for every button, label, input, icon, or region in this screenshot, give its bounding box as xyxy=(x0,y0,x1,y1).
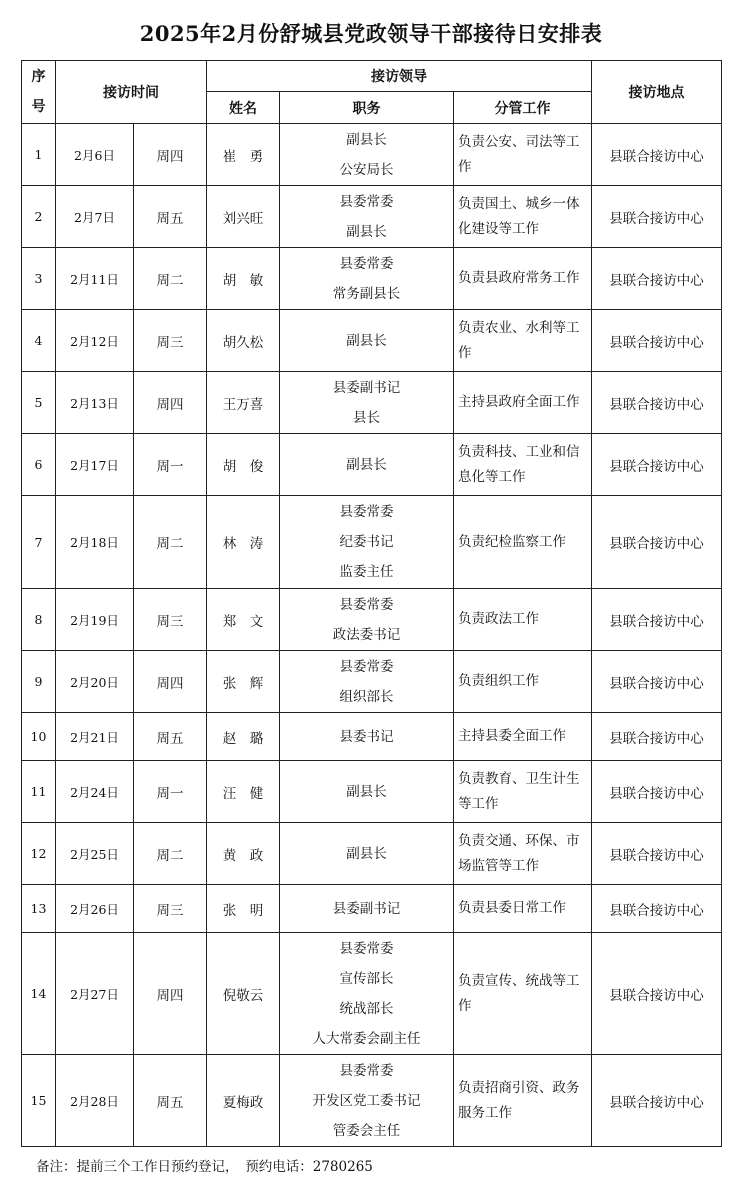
row-weekday: 周五 xyxy=(134,713,207,761)
row-weekday: 周三 xyxy=(134,310,207,372)
row-seq: 14 xyxy=(22,933,56,1055)
row-location: 县联合接访中心 xyxy=(592,651,722,713)
position-line: 县委常委 xyxy=(339,1062,394,1079)
row-seq: 8 xyxy=(22,589,56,651)
position-line: 副县长 xyxy=(346,783,387,800)
table-row xyxy=(22,589,722,651)
row-weekday: 周五 xyxy=(134,1055,207,1147)
table-row xyxy=(22,434,722,496)
row-date: 2月12日 xyxy=(56,310,134,372)
row-duty: 主持县委全面工作 xyxy=(454,713,592,761)
position-line: 副县长 xyxy=(346,131,387,148)
row-duty: 负责交通、环保、市场监管等工作 xyxy=(454,823,592,885)
row-name: 赵 璐 xyxy=(207,713,280,761)
row-date: 2月26日 xyxy=(56,885,134,933)
position-line: 政法委书记 xyxy=(332,626,401,643)
schedule-table xyxy=(21,60,722,1147)
table-row xyxy=(22,933,722,1055)
row-name: 胡 俊 xyxy=(207,434,280,496)
position-line: 县委副书记 xyxy=(332,379,401,396)
row-name: 林 涛 xyxy=(207,496,280,589)
row-date: 2月17日 xyxy=(56,434,134,496)
position-line: 县长 xyxy=(353,409,380,426)
row-positions xyxy=(280,496,454,589)
row-duty: 负责县政府常务工作 xyxy=(454,248,592,310)
row-name: 倪敬云 xyxy=(207,933,280,1055)
position-line: 县委常委 xyxy=(339,193,394,210)
position-line: 开发区党工委书记 xyxy=(312,1092,421,1109)
row-duty: 负责教育、卫生计生等工作 xyxy=(454,761,592,823)
row-weekday: 周二 xyxy=(134,823,207,885)
row-date: 2月18日 xyxy=(56,496,134,589)
table-row xyxy=(22,761,722,823)
header-seq xyxy=(22,61,56,124)
row-date: 2月19日 xyxy=(56,589,134,651)
row-weekday: 周一 xyxy=(134,761,207,823)
row-date: 2月7日 xyxy=(56,186,134,248)
row-positions xyxy=(280,310,454,372)
row-weekday: 周三 xyxy=(134,885,207,933)
header-name: 姓名 xyxy=(207,92,280,124)
row-seq: 6 xyxy=(22,434,56,496)
row-positions xyxy=(280,713,454,761)
row-weekday: 周三 xyxy=(134,589,207,651)
row-date: 2月27日 xyxy=(56,933,134,1055)
table-row xyxy=(22,651,722,713)
row-seq: 10 xyxy=(22,713,56,761)
schedule-body xyxy=(22,124,722,1147)
row-location: 县联合接访中心 xyxy=(592,823,722,885)
row-duty: 负责县委日常工作 xyxy=(454,885,592,933)
position-line: 副县长 xyxy=(346,223,387,240)
position-line: 副县长 xyxy=(346,456,387,473)
position-line: 组织部长 xyxy=(339,688,394,705)
row-location: 县联合接访中心 xyxy=(592,372,722,434)
row-duty: 负责宣传、统战等工作 xyxy=(454,933,592,1055)
row-location: 县联合接访中心 xyxy=(592,885,722,933)
row-seq: 2 xyxy=(22,186,56,248)
table-row xyxy=(22,823,722,885)
header-row-1 xyxy=(22,61,722,92)
header-position: 职务 xyxy=(280,92,454,124)
position-line: 宣传部长 xyxy=(339,970,394,987)
position-line: 副县长 xyxy=(346,332,387,349)
row-seq: 9 xyxy=(22,651,56,713)
table-row xyxy=(22,713,722,761)
position-line: 监委主任 xyxy=(339,564,394,580)
position-line: 县委常委 xyxy=(339,255,394,272)
row-duty: 主持县政府全面工作 xyxy=(454,372,592,434)
row-location: 县联合接访中心 xyxy=(592,761,722,823)
row-name: 胡 敏 xyxy=(207,248,280,310)
row-seq: 1 xyxy=(22,124,56,186)
row-positions xyxy=(280,434,454,496)
row-location: 县联合接访中心 xyxy=(592,434,722,496)
row-seq: 11 xyxy=(22,761,56,823)
position-line: 统战部长 xyxy=(339,1000,394,1017)
row-positions xyxy=(280,372,454,434)
row-positions xyxy=(280,823,454,885)
row-weekday: 周四 xyxy=(134,372,207,434)
row-name: 张 明 xyxy=(207,885,280,933)
row-weekday: 周二 xyxy=(134,248,207,310)
row-weekday: 周五 xyxy=(134,186,207,248)
row-weekday: 周一 xyxy=(134,434,207,496)
row-duty: 负责政法工作 xyxy=(454,589,592,651)
table-row xyxy=(22,124,722,186)
position-line: 常务副县长 xyxy=(332,285,401,302)
position-line: 县委副书记 xyxy=(332,900,401,917)
row-seq: 15 xyxy=(22,1055,56,1147)
position-line: 人大常委会副主任 xyxy=(312,1030,421,1047)
row-name: 汪 健 xyxy=(207,761,280,823)
position-line: 公安局长 xyxy=(339,161,394,178)
row-seq: 12 xyxy=(22,823,56,885)
row-location: 县联合接访中心 xyxy=(592,713,722,761)
table-row xyxy=(22,1055,722,1147)
row-positions xyxy=(280,933,454,1055)
row-duty: 负责组织工作 xyxy=(454,651,592,713)
position-line: 县委常委 xyxy=(339,658,394,675)
row-date: 2月28日 xyxy=(56,1055,134,1147)
row-duty: 负责纪检监察工作 xyxy=(454,496,592,589)
header-leader: 接访领导 xyxy=(207,61,592,92)
row-duty: 负责国土、城乡一体化建设等工作 xyxy=(454,186,592,248)
table-row xyxy=(22,248,722,310)
position-line: 纪委书记 xyxy=(339,534,394,550)
row-location: 县联合接访中心 xyxy=(592,186,722,248)
row-name: 夏梅政 xyxy=(207,1055,280,1147)
row-name: 崔 勇 xyxy=(207,124,280,186)
row-date: 2月25日 xyxy=(56,823,134,885)
footnote: 备注：提前三个工作日预约登记， 预约电话：2780265 xyxy=(36,1159,373,1175)
row-location: 县联合接访中心 xyxy=(592,496,722,589)
row-seq: 3 xyxy=(22,248,56,310)
row-seq: 5 xyxy=(22,372,56,434)
position-line: 县委常委 xyxy=(339,596,394,613)
row-name: 张 辉 xyxy=(207,651,280,713)
row-weekday: 周二 xyxy=(134,496,207,589)
header-time: 接访时间 xyxy=(56,61,207,124)
row-name: 黄 政 xyxy=(207,823,280,885)
header-seq-line1: 序 xyxy=(31,69,46,85)
row-positions xyxy=(280,651,454,713)
row-date: 2月24日 xyxy=(56,761,134,823)
row-duty: 负责招商引资、政务服务工作 xyxy=(454,1055,592,1147)
header-duty: 分管工作 xyxy=(454,92,592,124)
row-location: 县联合接访中心 xyxy=(592,124,722,186)
row-duty: 负责公安、司法等工作 xyxy=(454,124,592,186)
position-line: 管委会主任 xyxy=(332,1122,401,1139)
row-date: 2月13日 xyxy=(56,372,134,434)
row-name: 刘兴旺 xyxy=(207,186,280,248)
row-date: 2月20日 xyxy=(56,651,134,713)
table-row xyxy=(22,372,722,434)
row-date: 2月11日 xyxy=(56,248,134,310)
row-date: 2月21日 xyxy=(56,713,134,761)
row-positions xyxy=(280,761,454,823)
table-row xyxy=(22,885,722,933)
position-line: 县委常委 xyxy=(339,940,394,957)
table-row xyxy=(22,186,722,248)
row-location: 县联合接访中心 xyxy=(592,1055,722,1147)
row-positions xyxy=(280,1055,454,1147)
row-name: 胡久松 xyxy=(207,310,280,372)
row-weekday: 周四 xyxy=(134,651,207,713)
row-duty: 负责科技、工业和信息化等工作 xyxy=(454,434,592,496)
row-weekday: 周四 xyxy=(134,124,207,186)
row-positions xyxy=(280,124,454,186)
row-positions xyxy=(280,885,454,933)
row-location: 县联合接访中心 xyxy=(592,310,722,372)
page-title: 2025年2月份舒城县党政领导干部接待日安排表 xyxy=(139,21,603,46)
header-location: 接访地点 xyxy=(592,61,722,124)
table-row xyxy=(22,496,722,589)
row-weekday: 周四 xyxy=(134,933,207,1055)
row-location: 县联合接访中心 xyxy=(592,589,722,651)
row-positions xyxy=(280,248,454,310)
row-location: 县联合接访中心 xyxy=(592,933,722,1055)
row-seq: 7 xyxy=(22,496,56,589)
header-seq-line2: 号 xyxy=(31,99,46,115)
row-name: 郑 文 xyxy=(207,589,280,651)
row-positions xyxy=(280,186,454,248)
position-line: 副县长 xyxy=(346,845,387,862)
table-row xyxy=(22,310,722,372)
row-date: 2月6日 xyxy=(56,124,134,186)
row-seq: 4 xyxy=(22,310,56,372)
row-location: 县联合接访中心 xyxy=(592,248,722,310)
position-line: 县委常委 xyxy=(339,504,394,520)
row-positions xyxy=(280,589,454,651)
row-duty: 负责农业、水利等工作 xyxy=(454,310,592,372)
row-name: 王万喜 xyxy=(207,372,280,434)
position-line: 县委书记 xyxy=(339,728,394,745)
row-seq: 13 xyxy=(22,885,56,933)
